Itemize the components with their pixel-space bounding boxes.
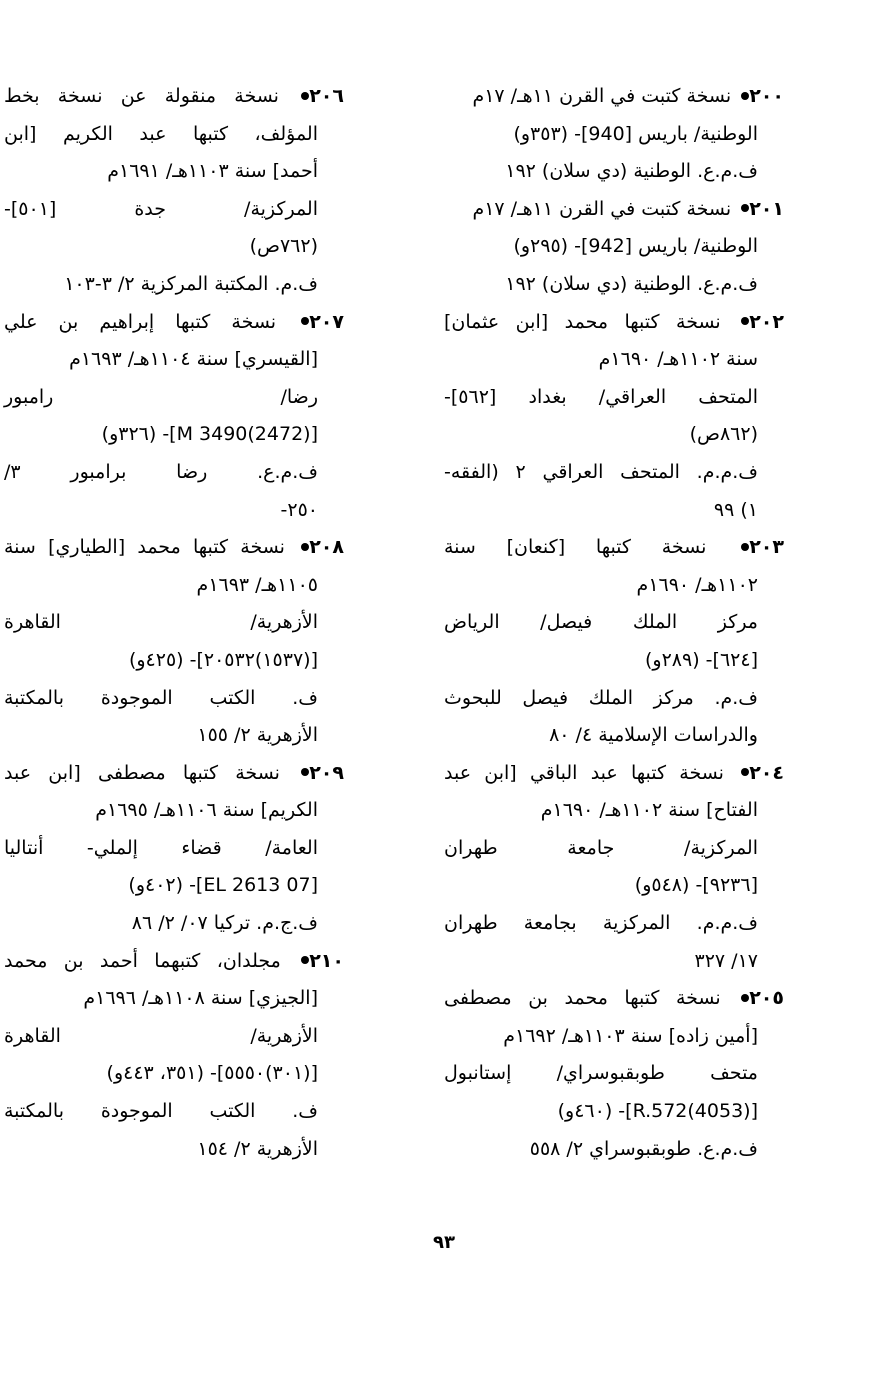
entry-text: ف.م. مركز الملك فيصل للبحوث: [444, 686, 758, 709]
entry-line: [444, 492, 784, 530]
entry-text: نسخة كتبها محمد بن مصطفى: [444, 987, 721, 1010]
entry-text: ف. الكتب الموجودة بالمكتبة: [4, 686, 318, 709]
catalog-entry: [444, 304, 784, 530]
entry-number: ٢٠٥: [749, 987, 784, 1010]
entry-first-line: [444, 191, 784, 229]
bullet-icon: [301, 543, 309, 551]
entry-text: [07 EL 2613]- (٤٠٢و): [128, 874, 318, 897]
catalog-entry: [444, 980, 784, 1168]
entry-line: [444, 116, 784, 154]
entry-first-line: [444, 78, 784, 116]
entry-text: (٧٦٢ص): [249, 235, 318, 258]
entry-text: ف.م.ع. طوبقبوسراي ٢/ ٥٥٨: [529, 1137, 758, 1160]
entry-text: متحف طوبقبوسراي/ إستانبول: [444, 1062, 758, 1085]
entry-line: [4, 867, 344, 905]
entry-text: نسخة كتبها [كنعان] سنة: [444, 536, 707, 559]
entry-number: ٢٠٢: [749, 310, 784, 333]
entry-first-line: [444, 529, 784, 567]
bullet-icon: [301, 317, 309, 325]
entry-line: [4, 1131, 344, 1169]
catalog-entry: [4, 755, 344, 943]
entry-text: ف.م. المكتبة المركزية ٢/ ٣-١٠٣: [64, 272, 318, 295]
entry-text: نسخة كتبها محمد [الطياري] سنة: [4, 536, 285, 559]
catalog-entry: [4, 78, 344, 304]
entry-text: [أمين زاده] سنة ١١٠٣هـ/ ١٦٩٢م: [503, 1024, 758, 1047]
entry-first-line: [444, 980, 784, 1018]
entry-text: (٨٦٢ص): [689, 423, 758, 446]
entry-line: [4, 416, 344, 454]
entry-line: [444, 830, 784, 868]
entry-line: [4, 980, 344, 1018]
entry-line: [444, 1093, 784, 1131]
entry-number: ٢٠٦: [309, 85, 344, 107]
entry-text: [٩٢٣٦]- (٥٤٨و): [634, 874, 758, 897]
entry-line: [4, 1018, 344, 1056]
entry-line: [4, 1055, 344, 1093]
entry-line: [444, 153, 784, 191]
entry-line: [4, 116, 344, 154]
entry-line: [4, 717, 344, 755]
entry-line: [444, 792, 784, 830]
entry-line: [4, 1093, 344, 1131]
entry-line: [4, 266, 344, 304]
entry-first-line: [4, 755, 344, 793]
entry-first-line: [4, 78, 344, 116]
entry-number: ٢٠٩: [309, 761, 344, 784]
bullet-icon: [741, 204, 749, 212]
entry-line: [444, 228, 784, 266]
bullet-icon: [301, 956, 309, 964]
entry-text: العامة/ قضاء إلملي- أنتاليا: [4, 836, 318, 859]
entry-line: [4, 604, 344, 642]
entry-text: ف.م.م. المتحف العراقي ٢ (الفقه-: [444, 460, 758, 483]
entry-line: [444, 567, 784, 605]
entry-text: الأزهرية/ القاهرة: [4, 1024, 318, 1047]
entry-text: ف.م.ع. الوطنية (دي سلان) ١٩٢: [505, 160, 758, 183]
entry-text: المركزية/ جدة [٥٠١]-: [4, 197, 318, 220]
entry-line: [4, 642, 344, 680]
entry-line: [444, 416, 784, 454]
entry-text: مركز الملك فيصل/ الرياض: [444, 611, 758, 634]
catalog-entry: [444, 191, 784, 304]
entry-first-line: [4, 304, 344, 342]
bullet-icon: [741, 543, 749, 551]
bullet-icon: [301, 92, 309, 100]
entry-line: [4, 454, 344, 492]
entry-first-line: [444, 304, 784, 342]
entry-text: [R.572(4053)]- (٤٦٠و): [557, 1100, 758, 1123]
bullet-icon: [741, 768, 749, 776]
entry-text: مجلدان، كتبهما أحمد بن محمد: [4, 949, 281, 972]
entry-line: [444, 717, 784, 755]
entry-line: [444, 867, 784, 905]
entry-text: نسخة كتبها عبد الباقي [ابن عبد: [444, 761, 724, 784]
entry-text: [القيسري] سنة ١١٠٤هـ/ ١٦٩٣م: [69, 348, 318, 371]
entry-line: [444, 943, 784, 981]
entry-text: [الجيزي] سنة ١١٠٨هـ/ ١٦٩٦م: [83, 987, 318, 1010]
entry-text: سنة ١١٠٢هـ/ ١٦٩٠م: [598, 348, 758, 371]
entry-text: ١٧/ ٣٢٧: [694, 949, 758, 972]
entry-line: [444, 604, 784, 642]
entry-text: نسخة منقولة عن نسخة بخط: [4, 85, 279, 107]
entry-text: ف.م.ع. رضا برامبور ٣/: [4, 460, 318, 483]
catalog-entry: [4, 529, 344, 755]
entry-line: [4, 567, 344, 605]
entry-line: [4, 379, 344, 417]
entry-text: المتحف العراقي/ بغداد [٥٦٢]-: [444, 385, 758, 408]
entry-text: [(٣٠١)٥٥٥٠]- (٣٥١، ٤٤٣و): [106, 1062, 318, 1085]
bullet-icon: [741, 994, 749, 1002]
entry-text: نسخة كتبها مصطفى [ابن عبد: [4, 761, 280, 784]
entry-text: الأزهرية ٢/ ١٥٤: [197, 1137, 318, 1160]
bullet-icon: [741, 92, 749, 100]
entry-line: [444, 680, 784, 718]
page-number: ٩٣: [433, 1232, 455, 1253]
entry-text: [(١٥٣٧)٢٠٥٣٢]- (٤٢٥و): [128, 648, 318, 671]
entry-number: ٢٠٣: [749, 536, 784, 559]
entry-text: ٢٥٠-: [280, 498, 318, 521]
entry-line: [4, 191, 344, 229]
entry-line: [444, 454, 784, 492]
catalog-entry: [4, 943, 344, 1169]
entry-text: ف. الكتب الموجودة بالمكتبة: [4, 1100, 318, 1123]
entry-line: [444, 642, 784, 680]
entry-line: [444, 341, 784, 379]
entry-text: [M 3490(2472)]- (٣٢٦و): [101, 423, 318, 446]
entry-text: ف.م.م. المركزية بجامعة طهران: [444, 912, 758, 935]
entry-first-line: [4, 943, 344, 981]
bullet-icon: [741, 317, 749, 325]
entry-text: أحمد] سنة ١١٠٣هـ/ ١٦٩١م: [107, 160, 318, 183]
entry-text: نسخة كتبها إبراهيم بن علي: [4, 310, 277, 333]
entry-line: [4, 830, 344, 868]
entry-line: [444, 379, 784, 417]
left-column: [4, 78, 344, 1168]
catalog-entry: [444, 529, 784, 755]
entry-text: المركزية/ جامعة طهران: [444, 836, 758, 859]
entry-text: نسخة كتبت في القرن ١١هـ/ ١٧م: [472, 85, 732, 107]
entry-text: ١١٠٥هـ/ ١٦٩٣م: [196, 573, 318, 596]
entry-text: رضا/ رامبور: [4, 385, 318, 408]
entry-text: [٦٢٤]- (٢٨٩و): [645, 648, 758, 671]
entry-first-line: [444, 755, 784, 793]
entry-text: الوطنية/ باريس [940]- (٣٥٣و): [513, 122, 758, 145]
entry-line: [4, 341, 344, 379]
entry-line: [444, 1018, 784, 1056]
entry-line: [444, 905, 784, 943]
entry-first-line: [4, 529, 344, 567]
entry-text: الوطنية/ باريس [942]- (٢٩٥و): [513, 235, 758, 258]
catalog-entry: [444, 78, 784, 191]
entry-line: [4, 792, 344, 830]
entry-number: ٢٠٤: [749, 761, 784, 784]
entry-text: ف.ج.م. تركيا ٠٧/ ٢/ ٨٦: [131, 912, 318, 935]
entry-number: ٢٠٠: [749, 85, 784, 107]
right-column: [444, 78, 784, 1168]
entry-text: نسخة كتبت في القرن ١١هـ/ ١٧م: [472, 197, 732, 220]
entry-text: الأزهرية ٢/ ١٥٥: [197, 724, 318, 747]
entry-number: ٢٠١: [749, 197, 784, 220]
entry-text: ١) ٩٩: [713, 498, 758, 521]
entry-text: والدراسات الإسلامية ٤/ ٨٠: [549, 724, 758, 747]
catalog-entry: [444, 755, 784, 981]
entry-line: [444, 266, 784, 304]
entry-line: [4, 905, 344, 943]
entry-text: الأزهرية/ القاهرة: [4, 611, 318, 634]
entry-number: ٢٠٧: [309, 310, 344, 333]
entry-line: [4, 228, 344, 266]
entry-line: [444, 1055, 784, 1093]
entry-text: نسخة كتبها محمد [ابن عثمان]: [444, 310, 721, 333]
entry-line: [4, 492, 344, 530]
entry-line: [444, 1131, 784, 1169]
entry-text: الفتاح] سنة ١١٠٢هـ/ ١٦٩٠م: [540, 799, 758, 822]
entry-text: الكريم] سنة ١١٠٦هـ/ ١٦٩٥م: [95, 799, 318, 822]
entry-text: ف.م.ع. الوطنية (دي سلان) ١٩٢: [505, 272, 758, 295]
catalog-entry: [4, 304, 344, 530]
entry-number: ٢١٠: [309, 949, 344, 972]
entry-line: [4, 153, 344, 191]
entry-text: المؤلف، كتبها عبد الكريم [ابن: [4, 122, 318, 145]
entry-number: ٢٠٨: [309, 536, 344, 559]
bullet-icon: [301, 768, 309, 776]
entry-line: [4, 680, 344, 718]
entry-text: ١١٠٢هـ/ ١٦٩٠م: [636, 573, 758, 596]
